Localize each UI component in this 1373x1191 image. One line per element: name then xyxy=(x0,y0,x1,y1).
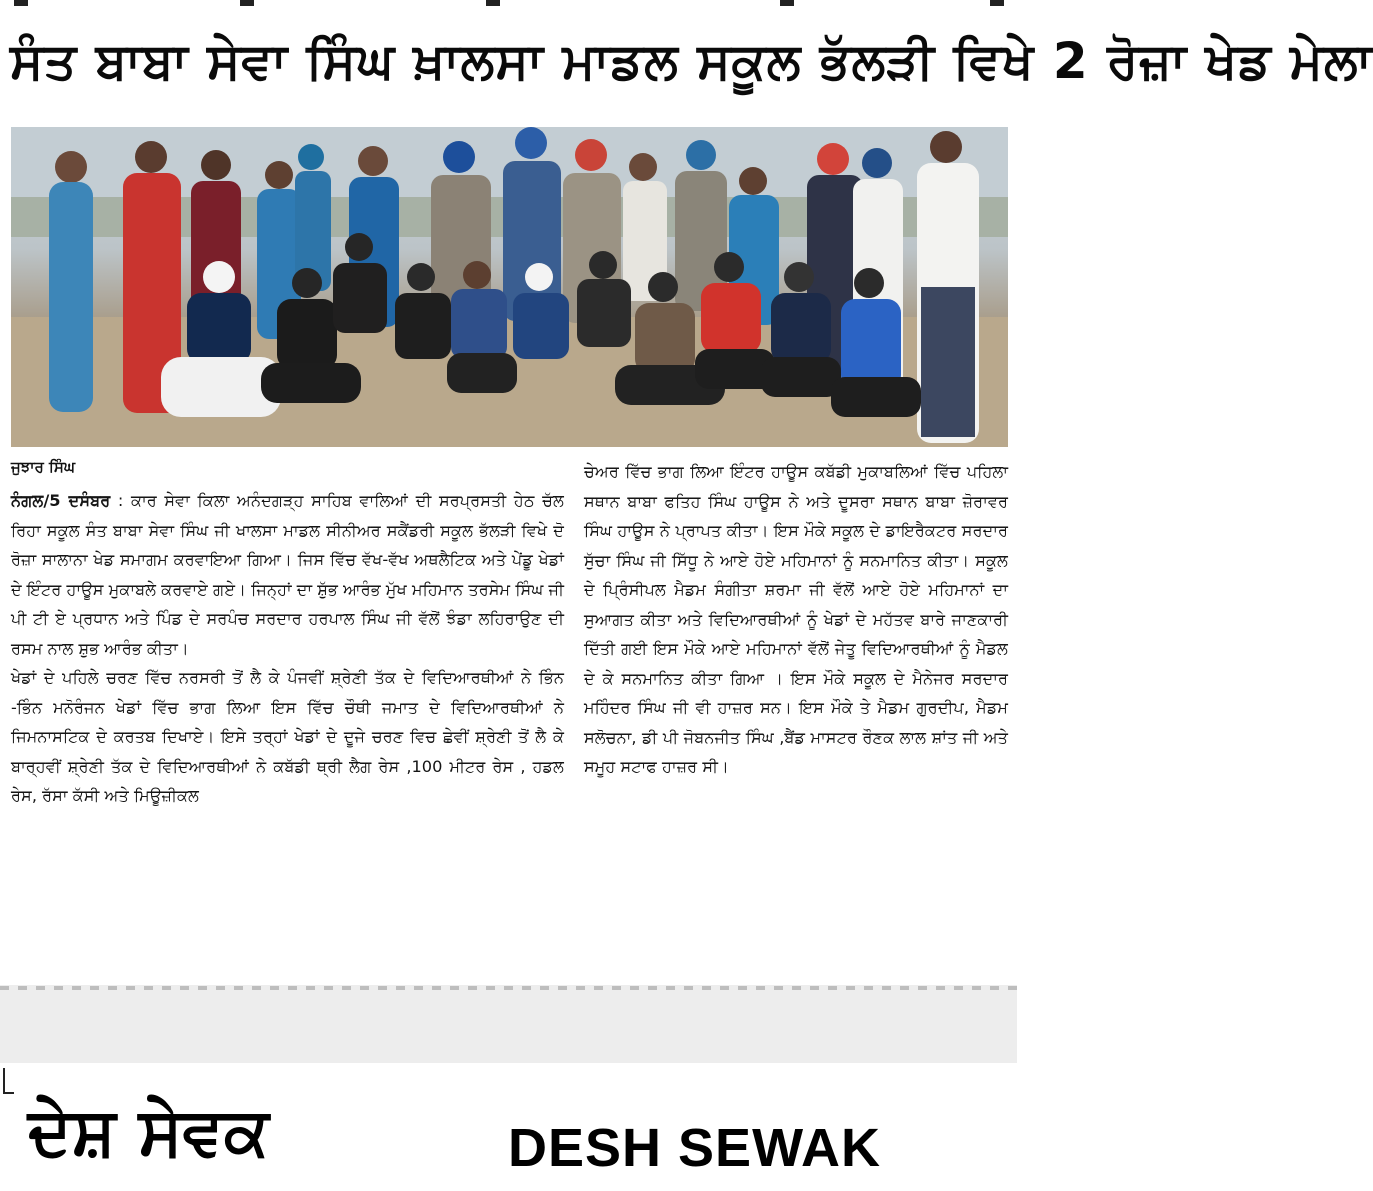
headline: ਸੰਤ ਬਾਬਾ ਸੇਵਾ ਸਿੰਘ ਖ਼ਾਲਸਾ ਮਾਡਲ ਸਕੂਲ ਭੱਲੜੀ ਵਿਖੇ 2 ਰੋਜ਼ਾ ਖੇਡ ਮੇਲਾ xyxy=(10,32,1373,90)
top-rule xyxy=(0,0,1017,8)
masthead-english: DESH SEWAK xyxy=(508,1118,882,1178)
paragraph xyxy=(11,486,564,663)
masthead-punjabi: ਦੇਸ਼ ਸੇਵਕ xyxy=(28,1093,269,1170)
separator-dashes xyxy=(0,986,1017,990)
paragraph: ਖੇਡਾਂ ਦੇ ਪਹਿਲੇ ਚਰਣ ਵਿੱਚ ਨਰਸਰੀ ਤੋਂ ਲੈ ਕੇ ਪੰਜਵੀਂ ਸ਼੍ਰੇਣੀ ਤੱਕ ਦੇ ਵਿਦਿਆਰਥੀਆਂ ਨੇ ਭਿੰਨ -ਭਿੰਨ ਮਨੋਰੰਜਨ ਖੇਡਾਂ ਵਿੱਚ ਭਾਗ ਲਿਆ ਇਸ ਵਿੱਚ ਚੌਥੀ ਜਮਾਤ ਦੇ ਵਿਦਿਆਰਥੀਆਂ ਨੇ ਜਿਮਨਾਸਟਿਕ ਦੇ ਕਰਤਬ ਦਿਖਾਏ। ਇਸੇ ਤਰ੍ਹਾਂ ਖੇਡਾਂ ਦੇ ਦੂਜੇ ਚਰਣ ਵਿਚ ਛੇਵੀਂ ਸ਼੍ਰੇਣੀ ਤੋਂ ਲੈ ਕੇ ਬਾਰ੍ਹਵੀਂ ਸ਼੍ਰੇਣੀ ਤੱਕ ਦੇ ਵਿਦਿਆਰਥੀਆਂ ਨੇ ਕਬੱਡੀ ਥ੍ਰੀ ਲੈਗ ਰੇਸ ,100 ਮੀਟਰ ਰੇਸ , ਹਡਲ ਰੇਸ, ਰੱਸਾ ਕੱਸੀ ਅਤੇ ਮਿਊਜ਼ੀਕਲ xyxy=(11,668,564,805)
paragraph: ਚੇਅਰ ਵਿੱਚ ਭਾਗ ਲਿਆ ਇੰਟਰ ਹਾਊਸ ਕਬੱਡੀ ਮੁਕਾਬਲਿਆਂ ਵਿੱਚ ਪਹਿਲਾ ਸਥਾਨ ਬਾਬਾ ਫਤਿਹ ਸਿੰਘ ਹਾਊਸ ਨੇ ਅਤੇ ਦੂਸਰਾ ਸਥਾਨ ਬਾਬਾ ਜ਼ੋਰਾਵਰ ਸਿੰਘ ਹਾਊਸ ਨੇ ਪ੍ਰਾਪਤ ਕੀਤਾ। ਇਸ ਮੌਕੇ ਸਕੂਲ ਦੇ ਡਾਇਰੈਕਟਰ ਸਰਦਾਰ ਸੁੱਚਾ ਸਿੰਘ ਜੀ ਸਿੱਧੂ ਨੇ ਆਏ ਹੋਏ ਮਹਿਮਾਨਾਂ ਨੂੰ ਸਨਮਾਨਿਤ ਕੀਤਾ। ਸਕੂਲ ਦੇ ਪ੍ਰਿੰਸੀਪਲ ਮੈਡਮ ਸੰਗੀਤਾ ਸ਼ਰਮਾ ਜੀ ਵੱਲੋਂ ਆਏ ਹੋਏ ਮਹਿਮਾਨਾਂ ਦਾ ਸੁਆਗਤ ਕੀਤਾ ਅਤੇ ਵਿਦਿਆਰਥੀਆਂ ਨੂੰ ਖੇਡਾਂ ਦੇ ਮਹੱਤਵ ਬਾਰੇ ਜਾਣਕਾਰੀ ਦਿੱਤੀ ਗਈ ਇਸ ਮੌਕੇ ਆਏ ਮਹਿਮਾਨਾਂ ਵੱਲੋਂ ਜੇਤੂ ਵਿਦਿਆਰਥੀਆਂ ਨੂੰ ਮੈਡਲ ਦੇ ਕੇ ਸਨਮਾਨਿਤ ਕੀਤਾ ਗਿਆ । ਇਸ ਮੌਕੇ ਸਕੂਲ ਦੇ ਮੈਨੇਜਰ ਸਰਦਾਰ ਮਹਿੰਦਰ ਸਿੰਘ ਜੀ ਵੀ ਹਾਜ਼ਰ ਸਨ। ਇਸ ਮੌਕੇ ਤੇ ਮੈਡਮ ਗੁਰਦੀਪ, ਮੈਡਮ ਸਲੋਚਨਾ, ਡੀ ਪੀ ਜੋਬਨਜੀਤ ਸਿੰਘ ,ਬੈਂਡ ਮਾਸਟਰ ਰੌਣਕ ਲਾਲ ਸ਼ਾਂਤ ਜੀ ਅਤੇ ਸਮੂਹ ਸਟਾਫ ਹਾਜ਼ਰ ਸੀ। xyxy=(584,462,1008,776)
byline: ਜੁਝਾਰ ਸਿੰਘ xyxy=(11,458,76,476)
photo-illustration xyxy=(11,127,1008,447)
dateline: ਨੰਗਲ/5 ਦਸੰਬਰ xyxy=(11,491,111,510)
group-photo xyxy=(11,127,1008,447)
page-footer-band xyxy=(0,985,1017,1063)
crop-mark xyxy=(3,1068,14,1094)
article-column-left xyxy=(11,486,564,811)
paragraph-text: : ਕਾਰ ਸੇਵਾ ਕਿਲਾ ਅਨੰਦਗੜ੍ਹ ਸਾਹਿਬ ਵਾਲਿਆਂ ਦੀ ਸਰਪ੍ਰਸਤੀ ਹੇਠ ਚੱਲ ਰਿਹਾ ਸਕੂਲ ਸੰਤ ਬਾਬਾ ਸੇਵਾ ਸਿੰਘ ਜੀ ਖਾਲਸਾ ਮਾਡਲ ਸੀਨੀਅਰ ਸਕੈਂਡਰੀ ਸਕੂਲ ਭੱਲੜੀ ਵਿਖੇ ਦੋ ਰੋਜ਼ਾ ਸਾਲਾਨਾ ਖੇਡ ਸਮਾਗਮ ਕਰਵਾਇਆ ਗਿਆ। ਜਿਸ ਵਿੱਚ ਵੱਖ-ਵੱਖ ਅਥਲੈਟਿਕ ਅਤੇ ਪੇਂਡੂ ਖੇਡਾਂ ਦੇ ਇੰਟਰ ਹਾਊਸ ਮੁਕਾਬਲੇ ਕਰਵਾਏ ਗਏ। ਜਿਨ੍ਹਾਂ ਦਾ ਸ਼ੁੱਭ ਆਰੰਭ ਮੁੱਖ ਮਹਿਮਾਨ ਤਰਸੇਮ ਸਿੰਘ ਜੀ ਪੀ ਟੀ ਏ ਪ੍ਰਧਾਨ ਅਤੇ ਪਿੰਡ ਦੇ ਸਰਪੰਚ ਸਰਦਾਰ ਹਰਪਾਲ ਸਿੰਘ ਜੀ ਵੱਲੋਂ ਝੰਡਾ ਲਹਿਰਾਉਣ ਦੀ ਰਸਮ ਨਾਲ ਸ਼ੁਭ ਆਰੰਭ ਕੀਤਾ। xyxy=(11,491,564,658)
article-column-right xyxy=(584,457,1008,782)
